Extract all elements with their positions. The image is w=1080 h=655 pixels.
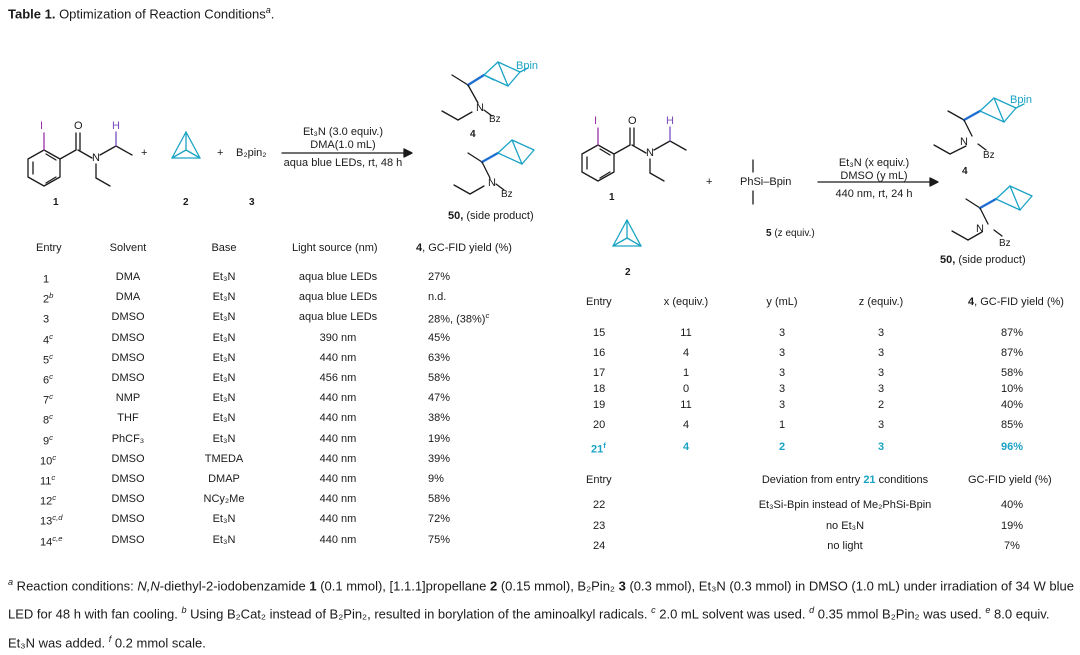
table-row-entry [43, 311, 49, 326]
atom-nitrogen: N [476, 102, 484, 114]
col-header-deviation [740, 474, 950, 486]
compound-label-50 [940, 254, 1026, 266]
table-cell-base: Et₃N [212, 311, 236, 323]
fn-a-text4: (0.15 mmol), B₂Pin₂ [497, 578, 619, 594]
plus-sign: + [141, 147, 148, 159]
condition-line-2: DMA(1.0 mL) [310, 139, 376, 151]
table-cell-yield: 40% [1000, 499, 1024, 511]
caption-text: Optimization of Reaction Conditions [55, 6, 266, 22]
table-cell-entry: 15 [593, 327, 606, 339]
col-header-z: z (equiv.) [858, 296, 904, 308]
table-cell-solvent: DMSO [111, 493, 145, 505]
atom-iodine: I [40, 120, 44, 132]
table-cell-yield [428, 392, 450, 404]
col-header-light: Light source (nm) [292, 242, 378, 254]
entry-footnote: b [49, 291, 54, 300]
entry-number: 2 [43, 293, 50, 306]
table-cell-x: 1 [682, 367, 690, 379]
yield-value: 19% [428, 433, 451, 445]
table-row-entry [43, 332, 53, 347]
caption-end: . [270, 6, 275, 22]
bz-label: Bz [983, 150, 995, 161]
highlight-z: 3 [877, 441, 885, 453]
table-cell-light: aqua blue LEDs [298, 271, 378, 283]
compound-label-50 [448, 210, 534, 222]
fn-a-text2: -diethyl-2-iodobenzamide [159, 578, 310, 594]
entry-footnote: c [52, 493, 57, 502]
fn-c-mark: c [651, 605, 656, 616]
entry-number: 6 [43, 374, 50, 387]
table-cell-light: aqua blue LEDs [298, 291, 378, 303]
table-cell-y: 3 [778, 399, 786, 411]
table-cell-light: 440 nm [319, 473, 357, 485]
fn-e-text: 8.0 equiv. Et₃N was added. [8, 606, 1050, 650]
table-cell-z: 2 [877, 399, 885, 411]
compound-label-1: 1 [53, 197, 59, 208]
table-cell-y: 3 [778, 347, 786, 359]
table-cell-z: 3 [877, 419, 885, 431]
table-cell-yield [428, 453, 450, 465]
atom-nitrogen: N [646, 147, 654, 159]
table-cell-solvent: DMSO [111, 311, 145, 323]
entry-footnote: c [49, 412, 53, 421]
fn-a-text1: Reaction conditions: [13, 578, 138, 594]
reagent-b2pin2: B₂pin₂ [236, 147, 267, 159]
atom-nitrogen: N [488, 177, 496, 189]
table-cell-light: 440 nm [319, 493, 357, 505]
table-cell-yield: 40% [1000, 399, 1024, 411]
table-cell-light: 440 nm [319, 433, 357, 445]
atom-nitrogen: N [960, 136, 968, 148]
entry-number: 11 [40, 475, 52, 488]
entry-number: 7 [43, 394, 50, 407]
compound-label-5 [766, 228, 815, 239]
table-cell-base: TMEDA [204, 453, 244, 465]
table-cell-light: 440 nm [319, 453, 357, 465]
compound-label-2: 2 [625, 267, 631, 278]
yield-value: 9% [428, 473, 444, 485]
entry-number: 9 [43, 435, 50, 448]
bpin-label: Bpin [516, 60, 539, 72]
table-cell-solvent: DMSO [111, 352, 145, 364]
table-cell-x: 11 [680, 327, 692, 339]
table-cell-y: 1 [778, 419, 786, 431]
entry-number: 13 [40, 515, 53, 528]
col-header-yield [416, 242, 512, 254]
compound-1-right-structure [582, 127, 686, 181]
reagent-silane: PhSi–Bpin [740, 176, 792, 188]
label-50-num: 50, [940, 254, 956, 266]
atom-hydrogen: H [666, 115, 674, 127]
table-cell-entry: 19 [593, 399, 606, 411]
table-cell-solvent: PhCF₃ [111, 433, 145, 445]
table-cell-z: 3 [877, 327, 885, 339]
entry-footnote: c [49, 433, 53, 442]
plus-sign: + [217, 147, 224, 159]
table-cell-solvent: NMP [115, 392, 141, 404]
table-cell-x: 11 [680, 399, 692, 411]
table-cell-light: 440 nm [319, 412, 357, 424]
table-row-entry [43, 412, 53, 427]
table-cell-solvent: DMSO [111, 372, 145, 384]
yield-value: 58% [428, 493, 451, 505]
fn-a-mark: a [8, 577, 14, 587]
fn-d-text: 0.35 mmol B₂Pin₂ was used. [814, 606, 986, 622]
table-cell-light: 390 nm [319, 332, 357, 344]
atom-nitrogen: N [976, 223, 984, 235]
table-row-entry [40, 493, 56, 508]
col-header-base: Base [211, 242, 237, 254]
table-row-entry [43, 271, 49, 286]
table-cell-yield: 85% [1000, 419, 1024, 431]
entry-number: 12 [40, 495, 53, 508]
col-header-entry: Entry [586, 474, 612, 486]
atom-oxygen: O [74, 120, 83, 132]
entry-number: 5 [43, 354, 50, 367]
table-cell-x: 4 [682, 419, 690, 431]
table-cell-yield [428, 513, 450, 525]
yield-value: 47% [428, 392, 451, 404]
entry-footnote: c [49, 332, 53, 341]
entry-footnote: c,e [52, 534, 63, 543]
table-cell-light: 440 nm [319, 352, 357, 364]
yield-value: 28%, (38%) [428, 313, 486, 326]
table-cell-solvent: DMSO [111, 513, 145, 525]
caption-label: Table 1. [8, 6, 56, 22]
fn-e-mark: e [985, 605, 991, 616]
table-cell-y: 3 [778, 327, 786, 339]
fn-a-ital: N,N [137, 578, 160, 594]
atom-oxygen: O [628, 115, 637, 127]
table-cell-deviation: no light [827, 540, 863, 552]
yield-compound: 4 [416, 242, 423, 254]
table-row-entry [43, 291, 53, 306]
table-cell-yield [428, 433, 450, 445]
table-cell-yield [428, 311, 489, 326]
caption-sup: a [265, 5, 271, 15]
label-5-z: (z equiv.) [771, 228, 815, 239]
table-cell-light: aqua blue LEDs [298, 311, 378, 323]
highlight-yield: 96% [1000, 441, 1024, 453]
table-cell-yield: 7% [1004, 540, 1020, 552]
label-50-num: 50, [448, 210, 464, 222]
table-cell-solvent: DMSO [111, 332, 145, 344]
table-row-entry [43, 352, 53, 367]
fn-c-text: 2.0 mL solvent was used. [655, 606, 810, 622]
col-header-entry: Entry [36, 242, 62, 254]
table-cell-deviation: no Et₃N [825, 520, 865, 532]
propellane-2-right-structure [613, 220, 641, 246]
yield-footnote: c [485, 311, 490, 320]
table-cell-base: Et₃N [212, 332, 236, 344]
table-cell-z: 3 [877, 383, 885, 395]
table-cell-base: DMAP [208, 473, 240, 485]
plus-sign: + [706, 176, 713, 188]
table-cell-base: Et₃N [212, 291, 236, 303]
table-cell-yield [428, 291, 446, 303]
table-cell-solvent: DMSO [111, 534, 145, 546]
table-cell-entry: 24 [593, 540, 606, 552]
table-cell-entry: 23 [593, 520, 606, 532]
table-cell-solvent: DMA [115, 271, 141, 283]
table-row-entry [43, 433, 53, 448]
propellane-2-left-structure [172, 132, 200, 158]
yield-value: 39% [428, 453, 451, 465]
yield-value: 58% [428, 372, 451, 384]
fn-d-mark: d [809, 605, 815, 616]
table-row-entry [40, 453, 56, 468]
table-cell-yield [428, 332, 450, 344]
table-cell-solvent: DMSO [111, 453, 145, 465]
col-header-x: x (equiv.) [663, 296, 709, 308]
table-cell-entry: 20 [593, 419, 606, 431]
label-50-side: (side product) [463, 210, 534, 222]
table-cell-entry: 18 [593, 383, 606, 395]
col-header-solvent: Solvent [109, 242, 147, 254]
table-cell-base: Et₃N [212, 372, 236, 384]
table-cell-yield [428, 372, 450, 384]
yield-header-text: , GC-FID yield (%) [974, 296, 1064, 308]
label-50-side: (side product) [955, 254, 1026, 266]
yield-value: 27% [428, 271, 451, 283]
entry-number: 1 [43, 273, 50, 286]
table-cell-base: Et₃N [212, 513, 236, 525]
atom-iodine: I [594, 115, 598, 127]
table-cell-entry: 22 [593, 499, 606, 511]
table-cell-yield: 10% [1000, 383, 1024, 395]
fn-b-text: Using B₂Cat₂ instead of B₂Pin₂, resulted in borylation of the aminoalkyl radicals. [186, 606, 652, 622]
entry-number: 3 [43, 313, 50, 326]
table-row-entry [40, 473, 55, 488]
yield-value: 45% [428, 332, 451, 344]
label-5-num: 5 [766, 228, 772, 239]
fn-a-b2: 2 [490, 578, 498, 594]
dev-header-a: Deviation from entry [761, 474, 864, 486]
entry-number: 4 [43, 334, 50, 347]
table-cell-base: NCy₂Me [203, 493, 245, 505]
table-cell-z: 3 [877, 347, 885, 359]
table-cell-y: 3 [778, 367, 786, 379]
fn-a-b3: 3 [618, 578, 626, 594]
bz-label: Bz [489, 114, 501, 125]
entry-number: 10 [40, 455, 53, 468]
table-cell-yield: 87% [1000, 347, 1024, 359]
table-cell-base: Et₃N [212, 392, 236, 404]
table-cell-yield: 58% [1000, 367, 1024, 379]
table-cell-light: 456 nm [319, 372, 357, 384]
table-cell-light: 440 nm [319, 534, 357, 546]
entry-number: 8 [43, 414, 50, 427]
table-cell-base: Et₃N [212, 534, 236, 546]
hl-entry-num: 21 [591, 443, 604, 456]
table-row-entry [40, 534, 63, 549]
table-cell-deviation: Et₃Si-Bpin instead of Me₂PhSi-Bpin [758, 499, 932, 511]
yield-value: n.d. [428, 291, 447, 303]
fn-f-text: 0.2 mmol scale. [111, 634, 206, 650]
table-row-entry [43, 392, 53, 407]
col-header-y: y (mL) [766, 296, 798, 308]
table-cell-z: 3 [877, 367, 885, 379]
dev-header-entry: 21 [863, 474, 876, 486]
table-cell-yield [428, 412, 450, 424]
product-50-left-structure [454, 153, 504, 194]
table-cell-light: 440 nm [319, 513, 357, 525]
entry-footnote: c [52, 453, 57, 462]
table-cell-base: Et₃N [212, 433, 236, 445]
condition-line-3: aqua blue LEDs, rt, 48 h [283, 157, 403, 169]
entry-footnote: c,d [52, 513, 63, 522]
table-cell-yield [428, 271, 450, 283]
yield-value: 38% [428, 412, 451, 424]
table-cell-base: Et₃N [212, 271, 236, 283]
condition-line-3: 440 nm, rt, 24 h [835, 188, 913, 200]
entry-footnote: c [49, 352, 53, 361]
highlight-y: 2 [778, 441, 786, 453]
condition-line-1: Et₃N (3.0 equiv.) [302, 126, 384, 138]
yield-header-text: , GC-FID yield (%) [422, 242, 512, 254]
hl-entry-sup: f [603, 441, 606, 450]
fn-a-text5: (0.3 mmol), Et₃N (0.3 mmol) in DMSO (1.0 mL) under irradiation of 34 W blue LED for 48 h with fan cooling. [8, 578, 1074, 622]
table-cell-solvent: DMA [115, 291, 141, 303]
yield-value: 72% [428, 513, 451, 525]
fn-a-text3: (0.1 mmol), [1.1.1]propellane [316, 578, 490, 594]
footnotes [8, 570, 1074, 655]
compound-label-4: 4 [962, 166, 968, 177]
table-cell-yield [428, 534, 450, 546]
yield-compound: 4 [968, 296, 975, 308]
table-row-entry [43, 372, 53, 387]
table-cell-entry: 17 [593, 367, 606, 379]
compound-label-3: 3 [249, 197, 255, 208]
col-header-entry: Entry [586, 296, 612, 308]
atom-nitrogen: N [92, 152, 100, 164]
table-cell-yield [428, 352, 450, 364]
bz-label: Bz [501, 189, 513, 200]
compound-label-4: 4 [470, 129, 476, 140]
entry-footnote: c [51, 473, 56, 482]
fn-b-mark: b [181, 605, 187, 616]
bpin-label: Bpin [1010, 94, 1033, 106]
bz-label: Bz [999, 238, 1011, 249]
table-cell-solvent: THF [117, 412, 139, 424]
table-cell-x: 0 [682, 383, 690, 395]
compound-1-left-structure [28, 132, 132, 186]
table-cell-y: 3 [778, 383, 786, 395]
entry-footnote: c [49, 372, 53, 381]
fn-f-mark: f [108, 633, 112, 644]
table-cell-yield [428, 473, 444, 485]
compound-label-1: 1 [609, 192, 615, 203]
table-cell-base: Et₃N [212, 352, 236, 364]
product-4-left-structure [442, 75, 492, 120]
table-cell-light: 440 nm [319, 392, 357, 404]
entry-footnote: c [49, 392, 53, 401]
fn-a-b1: 1 [309, 578, 317, 594]
entry-number: 14 [40, 536, 53, 549]
table-cell-entry: 16 [593, 347, 606, 359]
highlight-entry [591, 441, 606, 456]
atom-hydrogen: H [112, 120, 120, 132]
table-row-entry [40, 513, 63, 528]
table-cell-yield: 87% [1000, 327, 1024, 339]
col-header-yield [968, 296, 1064, 308]
yield-value: 63% [428, 352, 451, 364]
table-cell-yield [428, 493, 450, 505]
table-cell-x: 4 [682, 347, 690, 359]
table-cell-yield: 19% [1000, 520, 1024, 532]
compound-label-2: 2 [183, 197, 189, 208]
highlight-x: 4 [682, 441, 690, 453]
col-header-yield: GC-FID yield (%) [968, 474, 1052, 486]
dev-header-b: conditions [875, 474, 929, 486]
yield-value: 75% [428, 534, 451, 546]
table-cell-base: Et₃N [212, 412, 236, 424]
table-cell-solvent: DMSO [111, 473, 145, 485]
condition-line-1: Et₃N (x equiv.) [838, 157, 910, 169]
condition-line-2: DMSO (y mL) [840, 170, 908, 182]
